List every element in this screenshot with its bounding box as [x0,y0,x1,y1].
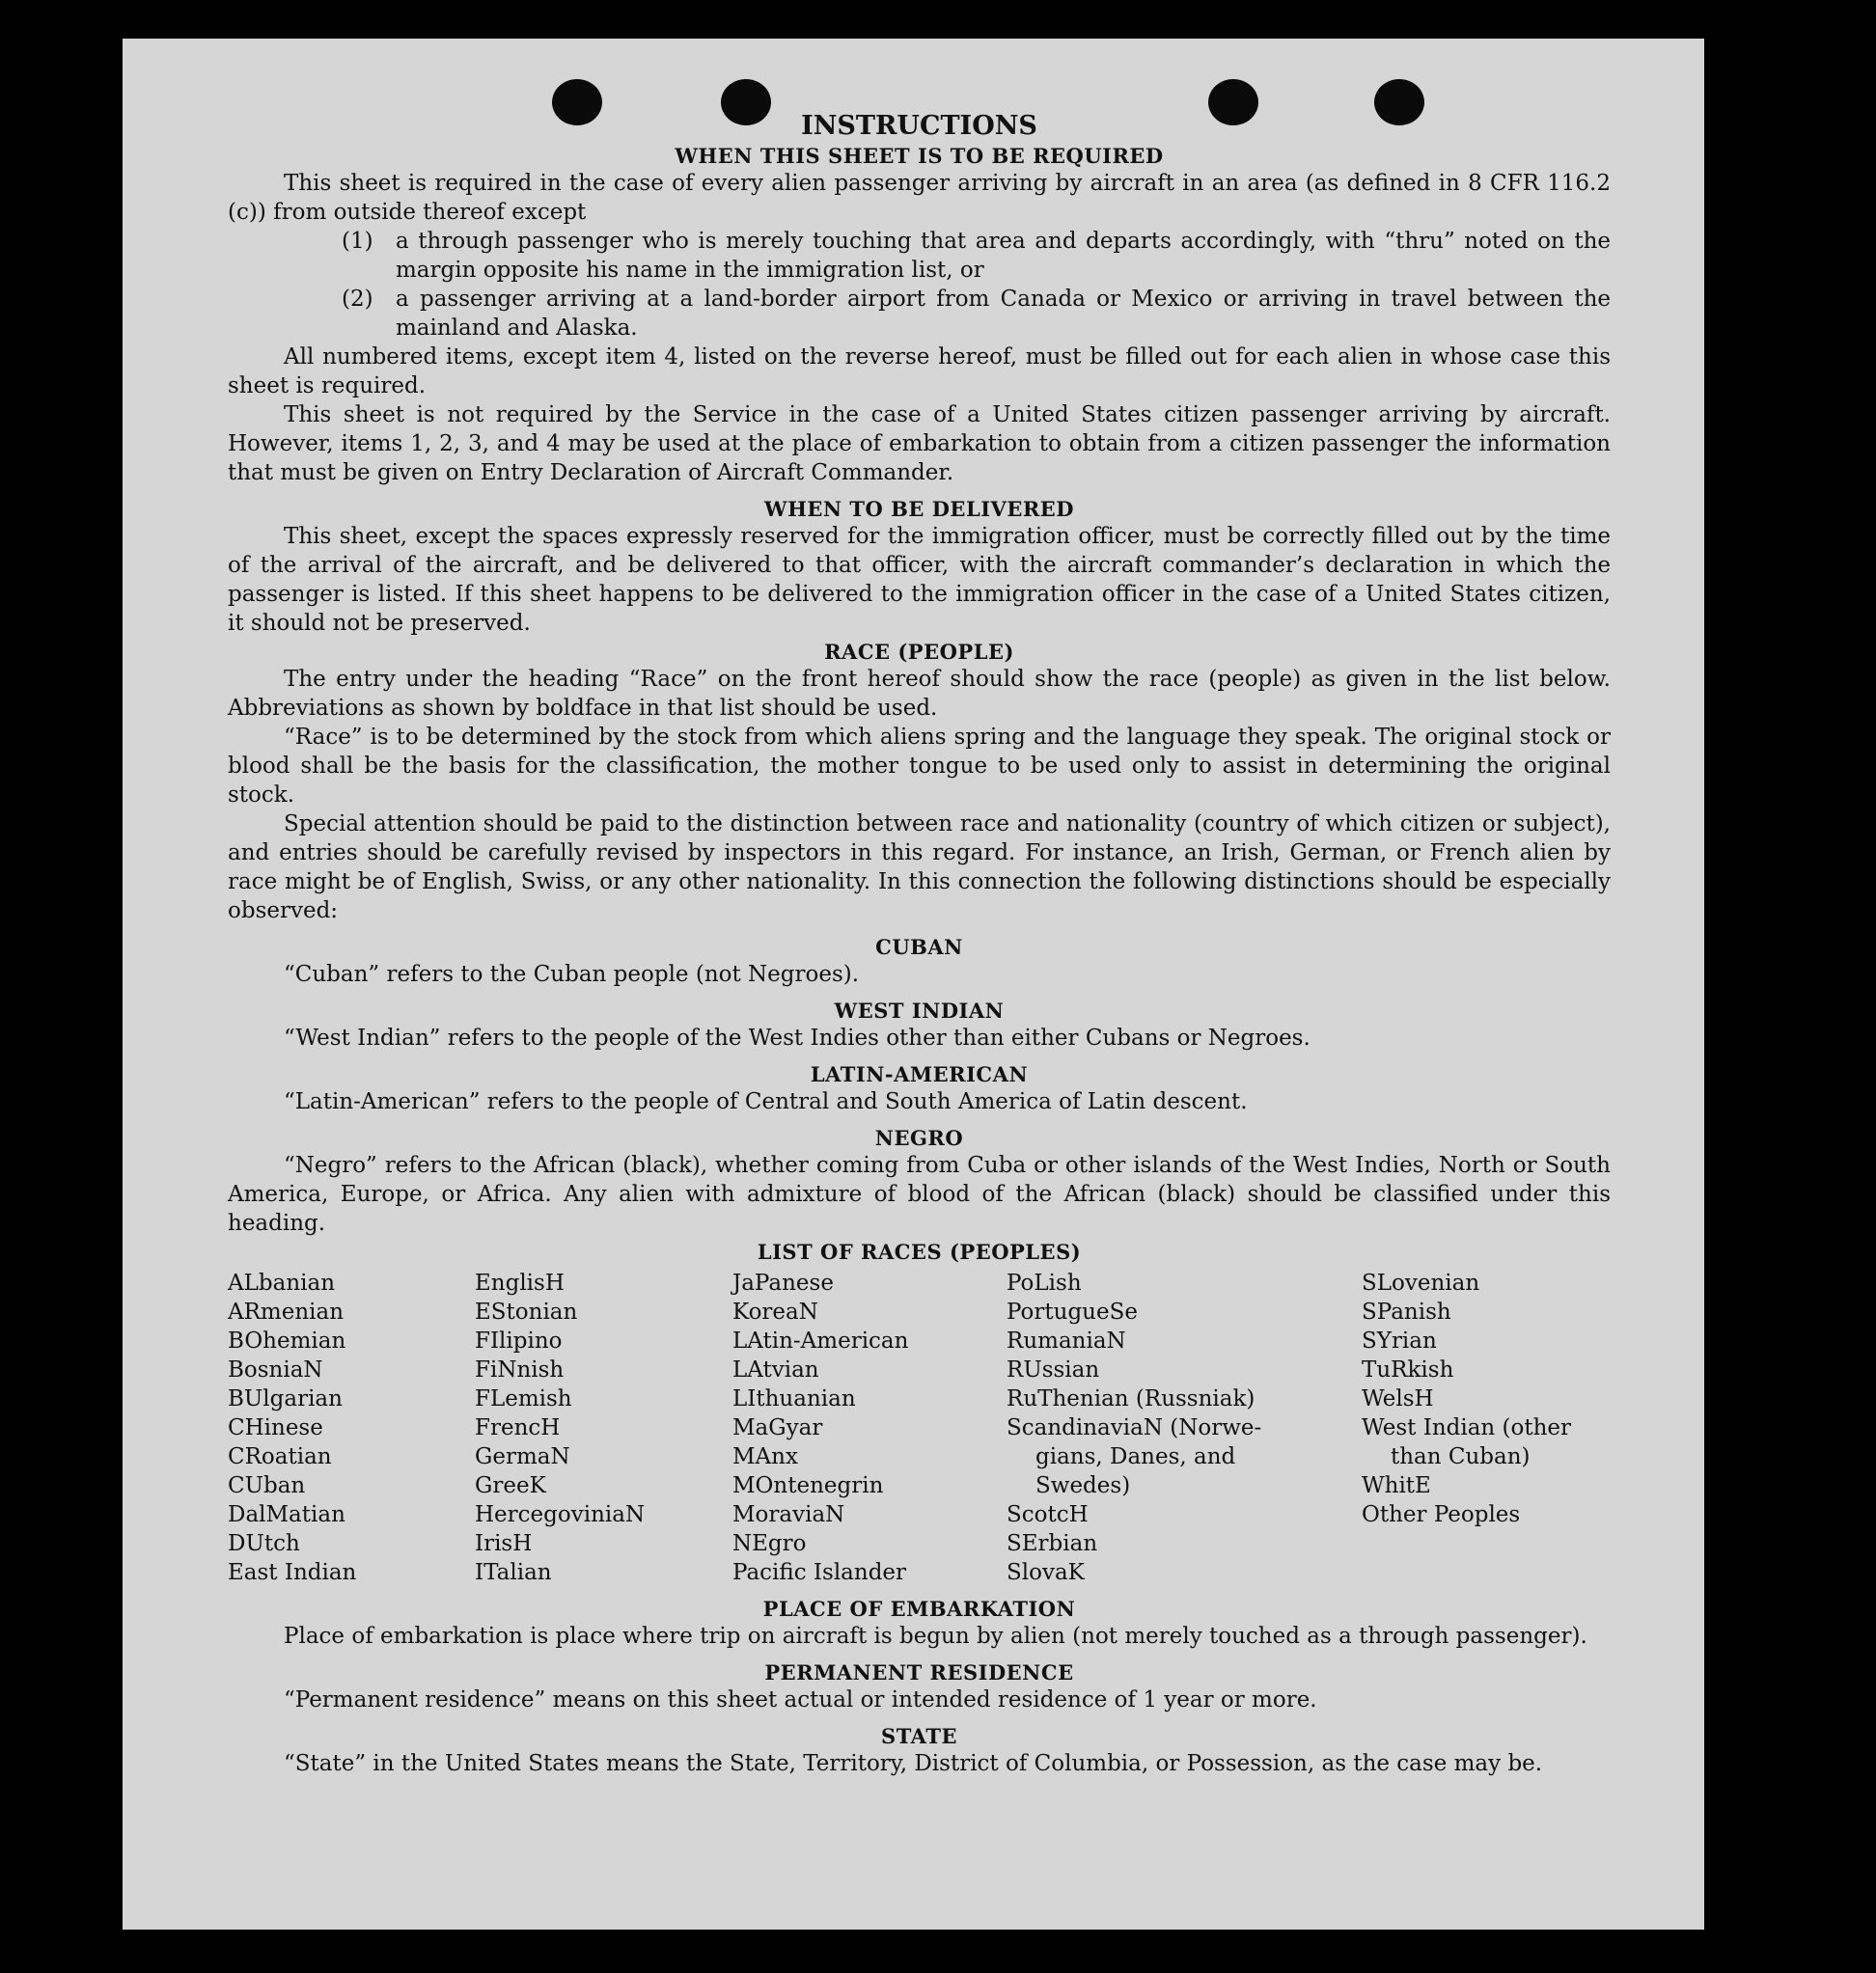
document-page [123,39,1704,1930]
numbered-item [228,285,1611,343]
race-item: Pacific Islander [732,1560,907,1585]
paragraph: “Negro” refers to the African (black), whether coming from Cuba or other islands of the West Indies, North or South America, Europe, or Africa. Any alien with admixture of blood of the African (black) should be classified under this heading. [228,1153,1611,1236]
paragraph: This sheet, except the spaces expressly reserved for the immigration officer, must be correctly filled out by the time of the arrival of the aircraft, and be delivered to that officer, with the aircraft commander’s declaration in which the passenger is listed. If this sheet happens to be delivered to the immigration officer in the case of a United States citizen, it should not be preserved. [228,524,1611,636]
race-item: PortugueSe [1007,1300,1138,1325]
page-title: INSTRUCTIONS [801,111,1037,141]
race-item: GermaN [475,1444,570,1469]
race-item: ITalian [475,1560,552,1585]
paragraph: This sheet is not required by the Service in the case of a United States citizen passenger arriving by aircraft. However, items 1, 2, 3, and 4 may be used at the place of embarkation to obtain from a citizen passenger the information that must be given on Entry Declaration of Aircraft Commander. [228,402,1611,485]
race-column [1362,1269,1611,1587]
section-heading: LIST OF RACES (PEOPLES) [757,1240,1082,1264]
race-item: WelsH [1362,1386,1434,1411]
race-item: East Indian [228,1560,357,1585]
paragraph: “State” in the United States means the State, Territory, District of Columbia, or Possession, as the case may be. [284,1751,1543,1776]
race-item: MAnx [732,1444,798,1469]
race-item: CUban [228,1473,306,1498]
section-heading: RACE (PEOPLE) [824,640,1014,664]
race-item: KoreaN [732,1300,818,1325]
race-item: LAtin-American [732,1329,909,1354]
race-item: CHinese [228,1415,323,1440]
race-item: HercegoviniaN [475,1502,646,1527]
race-column [1007,1269,1362,1587]
race-item: ScotcH [1007,1502,1089,1527]
race-item: BUlgarian [228,1386,343,1411]
race-item: FLemish [475,1386,572,1411]
race-item: SLovenian [1362,1271,1480,1296]
race-item: IrisH [475,1531,533,1556]
paragraph: “West Indian” refers to the people of the West Indies other than either Cubans or Negroes. [284,1026,1310,1051]
paragraph: Special attention should be paid to the distinction between race and nationality (country of which citizen or subject), and entries should be carefully revised by inspectors in this regard. For instance, an Irish, German, or French alien by race might be of English, Swiss, or any other nationality. In this connection the following distinctions should be especially observed: [228,811,1611,923]
race-item: ARmenian [228,1300,345,1325]
race-item: NEgro [732,1531,807,1556]
race-item: FIlipino [475,1329,563,1354]
paragraph: This sheet is required in the case of every alien passenger arriving by aircraft in an area (as defined in 8 CFR 116.2 (c)) from outside thereof except [228,171,1611,225]
item-number: (2) [342,287,373,312]
instructions-content [228,111,1611,1778]
race-item: BosniaN [228,1357,323,1383]
numbered-item [228,227,1611,285]
paragraph: “Permanent residence” means on this sheet actual or intended residence of 1 year or more. [284,1687,1317,1713]
race-item: gians, Danes, and [1035,1444,1236,1469]
race-item: RuThenian (Russniak) [1007,1386,1255,1411]
race-item: ALbanian [228,1271,336,1296]
section-heading: PERMANENT RESIDENCE [764,1660,1074,1685]
race-list [228,1269,1611,1587]
race-item: MoraviaN [732,1502,845,1527]
race-column [732,1269,1007,1587]
race-item: MaGyar [732,1415,823,1440]
race-item: RumaniaN [1007,1329,1126,1354]
race-item: FrencH [475,1415,561,1440]
race-item: DalMatian [228,1502,345,1527]
paragraph: Place of embarkation is place where trip on aircraft is begun by alien (not merely touched as a through passenger). [284,1624,1587,1649]
section-heading: WHEN TO BE DELIVERED [763,497,1074,521]
race-item: EnglisH [475,1271,565,1296]
race-item: BOhemian [228,1329,346,1354]
section-heading: NEGRO [874,1126,964,1150]
race-item: LIthuanian [732,1386,856,1411]
race-item: JaPanese [732,1271,834,1296]
race-item: RUssian [1007,1357,1100,1383]
race-item: WhitE [1362,1473,1431,1498]
section-heading: LATIN-AMERICAN [810,1062,1029,1086]
paragraph: The entry under the heading “Race” on the front hereof should show the race (people) as given in the list below. Abbreviations as shown by boldface in that list should be used. [228,667,1611,721]
race-item: EStonian [475,1300,578,1325]
paragraph: “Cuban” refers to the Cuban people (not Negroes). [284,962,860,987]
race-item: ScandinaviaN (Norwe- [1007,1415,1262,1440]
race-item: Swedes) [1035,1473,1131,1498]
race-item: West Indian (other [1362,1415,1572,1440]
race-item: than Cuban) [1391,1444,1531,1469]
race-item: FiNnish [475,1357,565,1383]
section-heading: CUBAN [875,935,963,959]
item-text: a through passenger who is merely touching that area and departs accordingly, with “thru” noted on the margin opposite his name in the immigration list, or [396,229,1611,283]
race-item: SPanish [1362,1300,1451,1325]
race-item: Other Peoples [1362,1502,1521,1527]
paragraph: “Latin-American” refers to the people of Central and South America of Latin descent. [284,1089,1248,1114]
race-item: SYrian [1362,1329,1437,1354]
item-text: a passenger arriving at a land-border airport from Canada or Mexico or arriving in travel between the mainland and Alaska. [396,287,1611,341]
paragraph: “Race” is to be determined by the stock from which aliens spring and the language they speak. The original stock or blood shall be the basis for the classification, the mother tongue to be used only to assist in determining the original stock. [228,725,1611,808]
race-item: PoLish [1007,1271,1082,1296]
race-item: TuRkish [1362,1357,1454,1383]
race-item: DUtch [228,1531,300,1556]
race-item: MOntenegrin [732,1473,884,1498]
race-item: LAtvian [732,1357,819,1383]
item-number: (1) [342,229,373,254]
race-item: GreeK [475,1473,546,1498]
race-item: SErbian [1007,1531,1098,1556]
paragraph: All numbered items, except item 4, listed on the reverse hereof, must be filled out for each alien in whose case this sheet is required. [228,344,1611,398]
race-column [228,1269,475,1587]
section-heading: STATE [881,1724,957,1748]
section-heading: WEST INDIAN [834,999,1005,1023]
race-item: CRoatian [228,1444,332,1469]
section-heading: PLACE OF EMBARKATION [762,1597,1076,1621]
race-column [475,1269,732,1587]
section-heading: WHEN THIS SHEET IS TO BE REQUIRED [675,144,1164,168]
race-item: SlovaK [1007,1560,1085,1585]
